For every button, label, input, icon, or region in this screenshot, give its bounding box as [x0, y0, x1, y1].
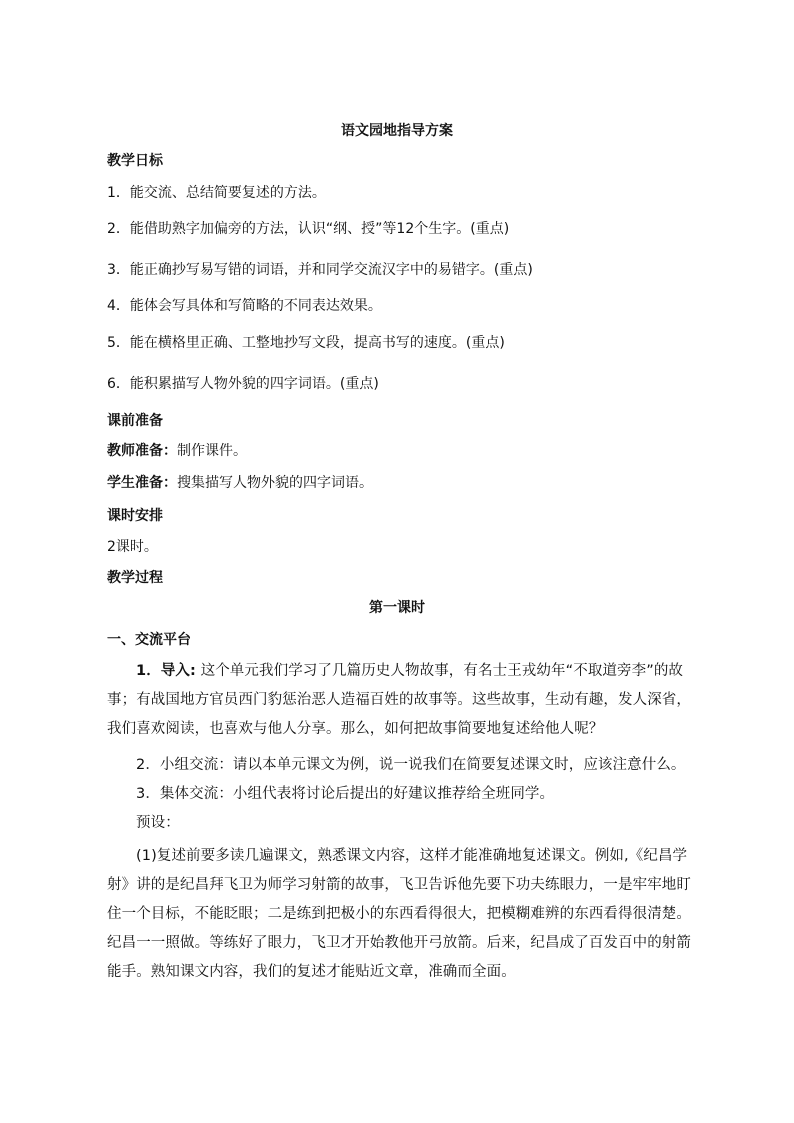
paragraph-example: [107, 842, 727, 987]
schedule-text: 2课时。: [107, 539, 158, 555]
teacher-prep: [107, 441, 727, 461]
paragraph-intro: [107, 657, 727, 744]
paragraph-row: 住一个目标，不能眨眼；二是练到把极小的东西看得很大，把模糊难辨的东西看得很清楚。: [107, 906, 691, 922]
paragraph-row: 事；有战国地方官员西门豹惩治恶人造福百姓的故事等。这些故事，生动有趣，发人深省，: [107, 692, 691, 708]
heading-process: 教学过程: [107, 570, 163, 586]
lesson-title: 第一课时: [369, 600, 425, 616]
paragraph-row: 我们喜欢阅读，也喜欢与他人分享。那么，如何把故事简要地复述给他人呢？: [107, 721, 604, 737]
heading-goals: 教学日标: [107, 153, 163, 169]
goal-item: 1．能交流、总结简要复述的方法。: [107, 185, 326, 201]
heading-schedule: 课时安排: [107, 508, 163, 524]
paragraph-row: 2．小组交流：请以本单元课文为例，说一说我们在简要复述课文时，应该注意什么。: [136, 757, 686, 773]
doc-title: 语文园地指导方案: [341, 123, 453, 139]
goal-item: 6．能积累描写人物外貌的四字词语。(重点): [107, 376, 379, 392]
paragraph-row: 纪昌一一照做。等练好了眼力，飞卫才开始教他开弓放箭。后来，纪昌成了百发百中的射箭: [107, 935, 691, 951]
paragraph-row: 预设：: [136, 815, 180, 831]
student-prep-text: 搜集描写人物外貌的四字词语。: [177, 475, 373, 491]
intro-label: 1．导入:: [136, 663, 196, 679]
teacher-prep-text: 制作课件。: [177, 443, 247, 459]
paragraph-row: 能手。熟知课文内容，我们的复述才能贴近文章，准确而全面。: [107, 964, 516, 980]
paragraph-row: 射》讲的是纪昌拜飞卫为师学习射箭的故事，飞卫告诉他先要下功夫练眼力，一是牢牢地盯: [107, 877, 691, 893]
paragraph-row: (1)复述前要多读几遍课文，熟悉课文内容，这样才能准确地复述课文。例如,《纪昌学: [136, 848, 688, 864]
goal-item: 5．能在横格里正确、工整地抄写文段，提高书写的速度。(重点): [107, 335, 505, 351]
section-heading: 一、交流平台: [107, 632, 191, 648]
heading-prep: 课前准备: [107, 413, 163, 429]
paragraph-group: [107, 751, 727, 838]
teacher-prep-label: 教师准备：: [107, 443, 177, 459]
student-prep-label: 学生准备：: [107, 475, 177, 491]
goal-item: 2．能借助熟字加偏旁的方法，认识“纲、授”等12个生字。(重点): [107, 221, 510, 237]
goal-item: 4．能体会写具体和写简略的不同表达效果。: [107, 298, 382, 314]
paragraph-row: 3．集体交流：小组代表将讨论后提出的好建议推荐给全班同学。: [136, 786, 555, 802]
student-prep: [107, 473, 727, 493]
paragraph-row: 1．导入: 这个单元我们学习了几篇历史人物故事，有名士王戎幼年“不取道旁李”的故: [136, 663, 684, 679]
goal-item: 3．能正确抄写易写错的词语，并和同学交流汉字中的易错字。(重点): [107, 262, 533, 278]
